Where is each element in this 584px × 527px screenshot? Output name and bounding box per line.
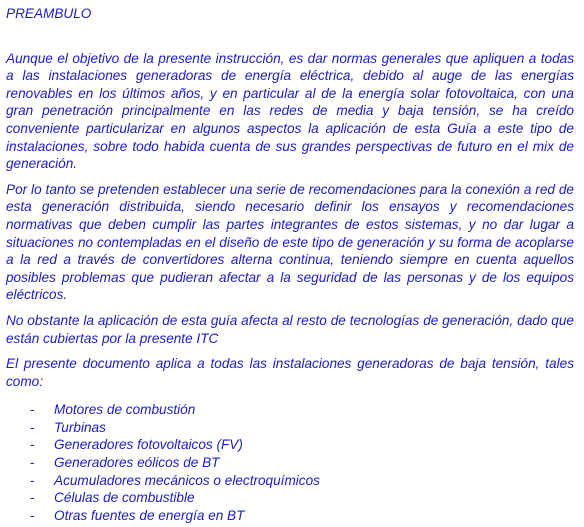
list-dash: - [30, 472, 35, 488]
list-item [6, 401, 574, 419]
paragraph-applies-to: El presente documento aplica a todas las instalaciones generadoras de baja tensión, tales como: [6, 356, 574, 389]
list-item-text: Turbinas [54, 419, 106, 435]
list-item [6, 454, 574, 472]
document-body [6, 5, 574, 524]
list-item-text: Generadores fotovoltaicos (FV) [54, 437, 243, 453]
list-item-text: Acumuladores mecánicos o electroquímicos [54, 472, 320, 488]
list-dash: - [30, 490, 35, 506]
generator-type-list [6, 401, 574, 524]
list-item [6, 419, 574, 437]
list-item-text: Motores de combustión [54, 402, 196, 418]
list-item [6, 436, 574, 454]
list-dash: - [30, 455, 35, 471]
list-dash: - [30, 437, 35, 453]
list-item [6, 489, 574, 507]
list-item [6, 472, 574, 490]
paragraph-scope-note: No obstante la aplicación de esta guía afecta al resto de tecnologías de generación, dado que están cubiertas por la presente ITC [6, 312, 574, 346]
paragraph-recommendations: Por lo tanto se pretenden establecer una serie de recomendaciones para la conexión a red de esta generación distribuida, siendo necesario definir los ensayos y recomendaciones normativas que deben cumplir las partes integrantes de estos sistemas, y no dar lugar a situaciones no contempladas en el diseño de este tipo de generación y su forma de acoplarse a la red a través de convertidores alterna continua, teniendo siempre en cuenta aquellos posibles problemas que pudieran afectar a la seguridad de las personas y de los equipos eléctricos. [6, 181, 574, 303]
list-dash: - [30, 402, 35, 418]
list-item-text: Otras fuentes de energía en BT [54, 507, 245, 523]
list-item-text: Células de combustible [54, 490, 195, 506]
section-heading: PREAMBULO [6, 6, 92, 21]
list-dash: - [30, 419, 35, 435]
list-dash: - [30, 507, 35, 523]
list-item [6, 507, 574, 525]
paragraph-intro: Aunque el objetivo de la presente instrucción, es dar normas generales que apliquen a todas a las instalaciones generadoras de energía eléctrica, debido al auge de las energías renovables en los últimos años, y en particular al de la energía solar fotovoltaica, con una gran penetración principalmente en las redes de media y baja tensión, se ha creído conveniente particularizar en algunos aspectos la aplicación de esta Guía a este tipo de instalaciones, sobre todo habida cuenta de sus grandes perspectivas de futuro en el mix de generación. [6, 50, 574, 172]
list-item-text: Generadores eólicos de BT [54, 455, 220, 471]
